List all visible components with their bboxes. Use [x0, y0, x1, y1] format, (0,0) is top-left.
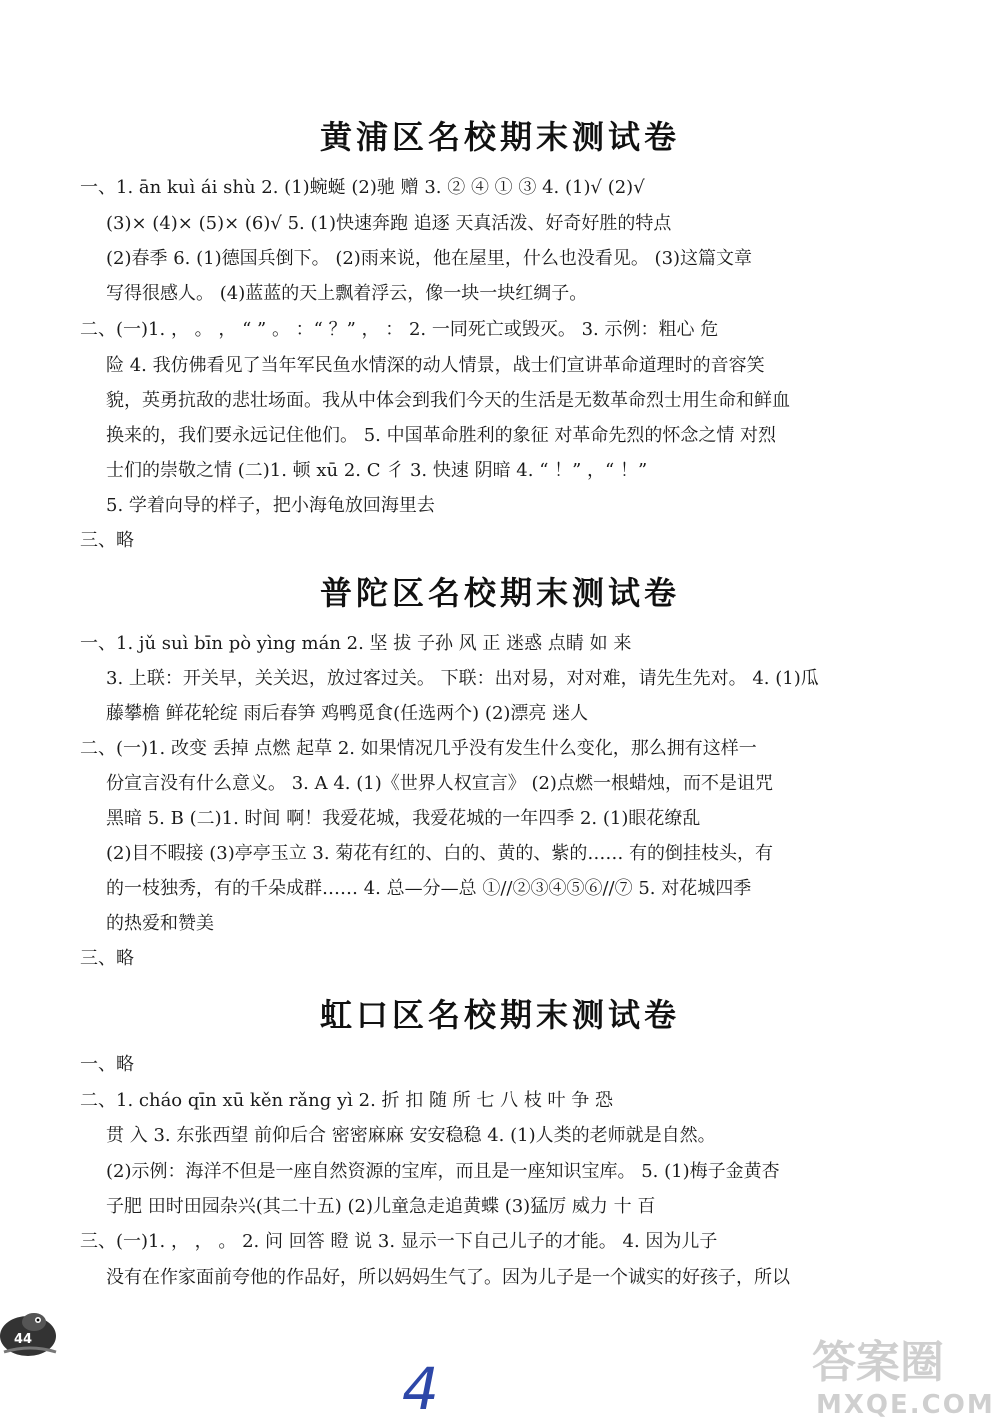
- section-title-putuo: 普陀区名校期末测试卷: [319, 574, 680, 612]
- answer-line: 3. 上联：开关早，关关迟，放过客过关。 下联：出对易，对对难，请先生先对。 4. (1)瓜: [106, 668, 819, 689]
- answer-line: 一、1. ān kuì ái shù 2. (1)蜿蜒 (2)驰 赠 3. ② ④ ① ③ 4. (1)√ (2)√: [80, 177, 645, 198]
- page-number: 44: [14, 1332, 33, 1347]
- answer-line: 二、1. cháo qīn xū kěn rǎng yì 2. 折 扣 随 所 七 八 枝 叶 争 恐: [80, 1090, 614, 1111]
- answer-line: 三、略: [80, 530, 134, 551]
- answer-line: 贯 入 3. 东张西望 前仰后合 密密麻麻 安安稳稳 4. (1)人类的老师就是自然。: [106, 1125, 716, 1146]
- answer-line: 一、略: [80, 1054, 134, 1075]
- watermark-url: MXQE.COM: [816, 1390, 995, 1420]
- answer-line: (2)春季 6. (1)德国兵倒下。 (2)雨来说，他在屋里，什么也没看见。 (3)这篇文章: [106, 248, 753, 269]
- answer-line: 三、略: [80, 948, 134, 969]
- answer-line: (3)× (4)× (5)× (6)√ 5. (1)快速奔跑 追逐 天真活泼、好奇好胜的特点: [106, 213, 672, 234]
- answer-line: 貌，英勇抗敌的悲壮场面。我从中体会到我们今天的生活是无数革命烈士用生命和鲜血: [106, 390, 790, 411]
- answer-line: 一、1. jǔ suì bīn pò yìng mán 2. 坚 拔 子孙 风 正 迷惑 点睛 如 来: [80, 633, 632, 654]
- watermark-icon: [800, 1325, 1000, 1422]
- page-corner-illustration: [0, 1300, 60, 1360]
- answer-line: 写得很感人。 (4)蓝蓝的天上飘着浮云，像一块一块红绸子。: [106, 283, 588, 304]
- watermark-logo: [800, 1325, 1000, 1422]
- answer-line: 二、(一)1. 改变 丢掉 点燃 起草 2. 如果情况几乎没有发生什么变化，那么拥有这样一: [80, 738, 757, 759]
- answer-line: 换来的，我们要永远记住他们。 5. 中国革命胜利的象征 对革命先烈的怀念之情 对烈: [106, 425, 777, 446]
- answer-line: 子肥 田时田园杂兴(其二十五) (2)儿童急走追黄蝶 (3)猛厉 威力 十 百: [106, 1196, 656, 1217]
- answer-line: 黑暗 5. B (二)1. 时间 啊！我爱花城，我爱花城的一年四季 2. (1)眼花缭乱: [106, 808, 701, 829]
- answer-line: 二、(一)1. ， 。 ， “ ” 。 ：“ ？” ， ： 2. 一同死亡或毁灭。 3. 示例：粗心 危: [80, 319, 719, 340]
- answer-line: 士们的崇敬之情 (二)1. 顿 xū 2. C 彳 3. 快速 阴暗 4. “ ！” ，“ ！”: [106, 460, 648, 481]
- answer-line: 没有在作家面前夸他的作品好，所以妈妈生气了。因为儿子是一个诚实的好孩子，所以: [106, 1267, 790, 1288]
- answer-line: 的一枝独秀，有的千朵成群…… 4. 总—分—总 ①//②③④⑤⑥//⑦ 5. 对花城四季: [106, 878, 752, 899]
- answer-line: 险 4. 我仿佛看见了当年军民鱼水情深的动人情景，战士们宣讲革命道理时的音容笑: [106, 355, 765, 376]
- answer-line: 份宣言没有什么意义。 3. A 4. (1)《世界人权宣言》 (2)点燃一根蜡烛，而不是诅咒: [106, 773, 773, 794]
- section-title-huangpu: 黄浦区名校期末测试卷: [319, 118, 680, 156]
- watermark-chars: 答案圈: [812, 1337, 944, 1388]
- answer-line: 的热爱和赞美: [106, 913, 214, 934]
- handwritten-mark: 4: [402, 1355, 439, 1423]
- answer-line: (2)目不暇接 (3)亭亭玉立 3. 菊花有红的、白的、黄的、紫的…… 有的倒挂枝头，有: [106, 843, 774, 864]
- answer-line: 5. 学着向导的样子，把小海龟放回海里去: [106, 495, 435, 516]
- cartoon-animal-icon: [0, 1300, 60, 1360]
- answer-line: 藤攀檐 鲜花轮绽 雨后春笋 鸡鸭觅食(任选两个) (2)漂亮 迷人: [106, 703, 589, 724]
- section-title-hongkou: 虹口区名校期末测试卷: [319, 996, 680, 1034]
- answer-line: (2)示例：海洋不但是一座自然资源的宝库，而且是一座知识宝库。 5. (1)梅子金黄杏: [106, 1161, 780, 1182]
- answer-line: 三、(一)1. ， ， 。 2. 问 回答 瞪 说 3. 显示一下自己儿子的才能。 4. 因为儿子: [80, 1231, 718, 1252]
